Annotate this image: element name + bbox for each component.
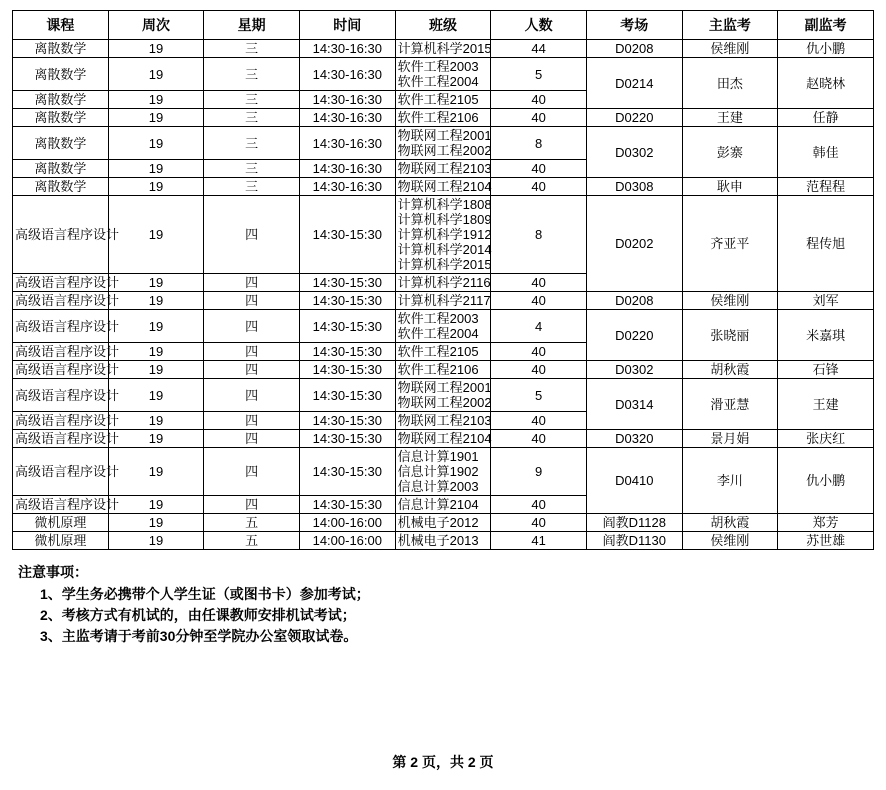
cell-time: 14:30-15:30 <box>299 292 395 310</box>
cell-time: 14:30-16:30 <box>299 40 395 58</box>
notes-item-3: 3、主监考请于考前30分钟至学院办公室领取试卷。 <box>40 628 358 644</box>
cell-day: 四 <box>204 379 300 412</box>
cell-time: 14:00-16:00 <box>299 532 395 550</box>
cell-room: D0320 <box>586 430 682 448</box>
column-header-number: 人数 <box>491 11 587 40</box>
class-name: 软件工程2003 <box>397 59 479 74</box>
cell-week: 19 <box>108 379 204 412</box>
class-name: 物联网工程2001 <box>397 380 492 395</box>
table-row <box>13 292 874 310</box>
cell-time: 14:30-16:30 <box>299 91 395 109</box>
cell-time: 14:30-15:30 <box>299 310 395 343</box>
class-name: 计算机科学1809 <box>397 212 492 227</box>
table-body <box>13 40 874 550</box>
cell-day: 四 <box>204 448 300 496</box>
class-name: 信息计算1901 <box>397 449 479 464</box>
cell-course: 离散数学 <box>13 40 109 58</box>
cell-deputy-invigilator: 石锋 <box>778 361 874 379</box>
cell-deputy-invigilator: 苏世雄 <box>778 532 874 550</box>
cell-course: 高级语言程序设计 <box>13 496 109 514</box>
cell-number: 8 <box>491 127 587 160</box>
cell-time: 14:30-15:30 <box>299 343 395 361</box>
cell-course: 离散数学 <box>13 160 109 178</box>
cell-class <box>395 532 491 550</box>
column-header-class: 班级 <box>395 11 491 40</box>
cell-day: 三 <box>204 58 300 91</box>
cell-number: 40 <box>491 361 587 379</box>
cell-room: D0314 <box>586 379 682 430</box>
table-row <box>13 532 874 550</box>
column-header-day: 星期 <box>204 11 300 40</box>
cell-time: 14:30-15:30 <box>299 379 395 412</box>
cell-day: 三 <box>204 178 300 196</box>
table-row <box>13 196 874 274</box>
cell-class <box>395 412 491 430</box>
cell-class <box>395 343 491 361</box>
cell-deputy-invigilator: 赵晓林 <box>778 58 874 109</box>
cell-time: 14:30-15:30 <box>299 196 395 274</box>
cell-day: 三 <box>204 40 300 58</box>
notes-item-1: 1、学生务必携带个人学生证（或图书卡）参加考试； <box>40 586 370 602</box>
cell-number: 44 <box>491 40 587 58</box>
cell-day: 四 <box>204 292 300 310</box>
class-name: 信息计算2104 <box>397 497 479 512</box>
cell-chief-invigilator: 胡秋霞 <box>682 514 778 532</box>
cell-course: 离散数学 <box>13 109 109 127</box>
class-name: 计算机科学2014 <box>397 242 492 257</box>
column-header-deputy-invigilator: 副监考 <box>778 11 874 40</box>
table-row <box>13 127 874 160</box>
cell-room: D0302 <box>586 127 682 178</box>
cell-course: 离散数学 <box>13 91 109 109</box>
cell-deputy-invigilator: 任静 <box>778 109 874 127</box>
cell-class <box>395 196 491 274</box>
cell-room: D0202 <box>586 196 682 292</box>
cell-class <box>395 430 491 448</box>
cell-course: 高级语言程序设计 <box>13 292 109 310</box>
cell-day: 四 <box>204 361 300 379</box>
cell-room: 阎教D1128 <box>586 514 682 532</box>
cell-number: 4 <box>491 310 587 343</box>
cell-number: 40 <box>491 514 587 532</box>
cell-class <box>395 40 491 58</box>
cell-week: 19 <box>108 160 204 178</box>
class-name: 计算机科学2117 <box>397 293 491 308</box>
cell-room: 阎教D1130 <box>586 532 682 550</box>
cell-chief-invigilator: 胡秋霞 <box>682 361 778 379</box>
cell-time: 14:30-16:30 <box>299 109 395 127</box>
exam-schedule-table <box>12 10 874 550</box>
class-name: 信息计算2003 <box>397 479 479 494</box>
class-name: 计算机科学2116 <box>397 275 491 290</box>
cell-week: 19 <box>108 412 204 430</box>
cell-number: 40 <box>491 412 587 430</box>
class-name: 机械电子2012 <box>397 515 479 530</box>
cell-course: 高级语言程序设计 <box>13 379 109 412</box>
cell-number: 41 <box>491 532 587 550</box>
cell-class <box>395 310 491 343</box>
cell-course: 高级语言程序设计 <box>13 343 109 361</box>
class-name: 计算机科学2015 <box>397 257 492 272</box>
cell-day: 三 <box>204 160 300 178</box>
table-row <box>13 379 874 412</box>
cell-deputy-invigilator: 米嘉琪 <box>778 310 874 361</box>
cell-chief-invigilator: 齐亚平 <box>682 196 778 292</box>
cell-chief-invigilator: 王建 <box>682 109 778 127</box>
class-name: 软件工程2105 <box>397 344 479 359</box>
class-name: 物联网工程2103 <box>397 161 492 176</box>
cell-week: 19 <box>108 292 204 310</box>
cell-course: 离散数学 <box>13 127 109 160</box>
cell-class <box>395 379 491 412</box>
class-name: 物联网工程2001 <box>397 128 492 143</box>
table-row <box>13 361 874 379</box>
cell-time: 14:30-16:30 <box>299 178 395 196</box>
cell-course: 微机原理 <box>13 514 109 532</box>
cell-deputy-invigilator: 郑芳 <box>778 514 874 532</box>
cell-chief-invigilator: 滑亚慧 <box>682 379 778 430</box>
cell-day: 四 <box>204 343 300 361</box>
table-row <box>13 514 874 532</box>
class-name: 软件工程2106 <box>397 110 479 125</box>
cell-chief-invigilator: 田杰 <box>682 58 778 109</box>
cell-week: 19 <box>108 430 204 448</box>
cell-day: 三 <box>204 109 300 127</box>
table-row <box>13 430 874 448</box>
cell-week: 19 <box>108 109 204 127</box>
cell-week: 19 <box>108 91 204 109</box>
cell-room: D0302 <box>586 361 682 379</box>
cell-class <box>395 361 491 379</box>
cell-week: 19 <box>108 361 204 379</box>
class-name: 软件工程2004 <box>397 326 479 341</box>
cell-time: 14:30-15:30 <box>299 361 395 379</box>
cell-time: 14:30-15:30 <box>299 496 395 514</box>
cell-deputy-invigilator: 仇小鹏 <box>778 40 874 58</box>
cell-class <box>395 448 491 496</box>
cell-course: 高级语言程序设计 <box>13 412 109 430</box>
cell-week: 19 <box>108 178 204 196</box>
cell-number: 40 <box>491 343 587 361</box>
cell-number: 8 <box>491 196 587 274</box>
cell-class <box>395 496 491 514</box>
cell-course: 高级语言程序设计 <box>13 361 109 379</box>
cell-chief-invigilator: 李川 <box>682 448 778 514</box>
cell-number: 5 <box>491 379 587 412</box>
cell-time: 14:00-16:00 <box>299 514 395 532</box>
cell-day: 四 <box>204 310 300 343</box>
cell-class <box>395 274 491 292</box>
notes-title: 注意事项： <box>18 564 88 580</box>
cell-course: 微机原理 <box>13 532 109 550</box>
class-name: 物联网工程2103 <box>397 413 492 428</box>
exam-schedule-page <box>0 10 886 790</box>
cell-week: 19 <box>108 448 204 496</box>
class-name: 计算机科学2015 <box>397 41 492 56</box>
column-header-week: 周次 <box>108 11 204 40</box>
cell-day: 五 <box>204 532 300 550</box>
cell-course: 离散数学 <box>13 58 109 91</box>
table-row <box>13 40 874 58</box>
cell-day: 三 <box>204 127 300 160</box>
cell-room: D0308 <box>586 178 682 196</box>
class-name: 软件工程2105 <box>397 92 479 107</box>
table-row <box>13 109 874 127</box>
class-name: 物联网工程2002 <box>397 395 492 410</box>
table-header <box>13 11 874 40</box>
class-name: 计算机科学1808 <box>397 197 492 212</box>
cell-number: 40 <box>491 430 587 448</box>
column-header-time: 时间 <box>299 11 395 40</box>
cell-chief-invigilator: 彭寨 <box>682 127 778 178</box>
cell-day: 四 <box>204 274 300 292</box>
cell-room: D0220 <box>586 310 682 361</box>
cell-class <box>395 127 491 160</box>
cell-day: 四 <box>204 412 300 430</box>
cell-week: 19 <box>108 514 204 532</box>
cell-class <box>395 91 491 109</box>
column-header-chief-invigilator: 主监考 <box>682 11 778 40</box>
class-name: 软件工程2004 <box>397 74 479 89</box>
column-header-course: 课程 <box>13 11 109 40</box>
cell-time: 14:30-16:30 <box>299 58 395 91</box>
table-header-row <box>13 11 874 40</box>
class-name: 机械电子2013 <box>397 533 479 548</box>
cell-day: 四 <box>204 496 300 514</box>
cell-week: 19 <box>108 343 204 361</box>
cell-week: 19 <box>108 58 204 91</box>
notes-item-2: 2、考核方式有机试的，由任课教师安排机试考试； <box>40 607 356 623</box>
cell-course: 高级语言程序设计 <box>13 430 109 448</box>
cell-deputy-invigilator: 张庆红 <box>778 430 874 448</box>
cell-number: 40 <box>491 496 587 514</box>
cell-deputy-invigilator: 韩佳 <box>778 127 874 178</box>
cell-number: 40 <box>491 160 587 178</box>
cell-day: 五 <box>204 514 300 532</box>
cell-room: D0208 <box>586 40 682 58</box>
cell-week: 19 <box>108 196 204 274</box>
cell-deputy-invigilator: 王建 <box>778 379 874 430</box>
cell-time: 14:30-15:30 <box>299 430 395 448</box>
cell-number: 40 <box>491 109 587 127</box>
cell-week: 19 <box>108 274 204 292</box>
cell-course: 离散数学 <box>13 178 109 196</box>
cell-number: 9 <box>491 448 587 496</box>
cell-room: D0410 <box>586 448 682 514</box>
cell-deputy-invigilator: 仇小鹏 <box>778 448 874 514</box>
cell-class <box>395 178 491 196</box>
cell-day: 四 <box>204 196 300 274</box>
cell-number: 40 <box>491 91 587 109</box>
column-header-room: 考场 <box>586 11 682 40</box>
cell-day: 四 <box>204 430 300 448</box>
cell-time: 14:30-16:30 <box>299 127 395 160</box>
cell-week: 19 <box>108 496 204 514</box>
cell-day: 三 <box>204 91 300 109</box>
cell-room: D0208 <box>586 292 682 310</box>
cell-deputy-invigilator: 范程程 <box>778 178 874 196</box>
cell-week: 19 <box>108 40 204 58</box>
cell-class <box>395 514 491 532</box>
cell-number: 40 <box>491 178 587 196</box>
class-name: 软件工程2003 <box>397 311 479 326</box>
cell-time: 14:30-15:30 <box>299 274 395 292</box>
cell-course: 高级语言程序设计 <box>13 196 109 274</box>
class-name: 物联网工程2104 <box>397 431 492 446</box>
cell-time: 14:30-15:30 <box>299 448 395 496</box>
cell-week: 19 <box>108 532 204 550</box>
class-name: 计算机科学1912 <box>397 227 492 242</box>
cell-class <box>395 292 491 310</box>
cell-chief-invigilator: 耿申 <box>682 178 778 196</box>
cell-class <box>395 160 491 178</box>
class-name: 物联网工程2104 <box>397 179 492 194</box>
cell-chief-invigilator: 侯维刚 <box>682 40 778 58</box>
class-name: 软件工程2106 <box>397 362 479 377</box>
cell-time: 14:30-16:30 <box>299 160 395 178</box>
cell-week: 19 <box>108 310 204 343</box>
cell-chief-invigilator: 侯维刚 <box>682 532 778 550</box>
cell-chief-invigilator: 侯维刚 <box>682 292 778 310</box>
cell-time: 14:30-15:30 <box>299 412 395 430</box>
cell-week: 19 <box>108 127 204 160</box>
cell-deputy-invigilator: 刘军 <box>778 292 874 310</box>
table-row <box>13 448 874 496</box>
cell-deputy-invigilator: 程传旭 <box>778 196 874 292</box>
cell-number: 40 <box>491 274 587 292</box>
class-name: 物联网工程2002 <box>397 143 492 158</box>
table-row <box>13 310 874 343</box>
cell-chief-invigilator: 景月娟 <box>682 430 778 448</box>
class-name: 信息计算1902 <box>397 464 479 479</box>
cell-class <box>395 58 491 91</box>
cell-course: 高级语言程序设计 <box>13 310 109 343</box>
cell-room: D0220 <box>586 109 682 127</box>
cell-number: 40 <box>491 292 587 310</box>
cell-chief-invigilator: 张晓丽 <box>682 310 778 361</box>
cell-course: 高级语言程序设计 <box>13 448 109 496</box>
table-row <box>13 178 874 196</box>
table-row <box>13 58 874 91</box>
notes-section <box>18 562 886 647</box>
cell-number: 5 <box>491 58 587 91</box>
cell-class <box>395 109 491 127</box>
cell-room: D0214 <box>586 58 682 109</box>
cell-course: 高级语言程序设计 <box>13 274 109 292</box>
page-footer: 第 2 页，共 2 页 <box>392 754 494 770</box>
